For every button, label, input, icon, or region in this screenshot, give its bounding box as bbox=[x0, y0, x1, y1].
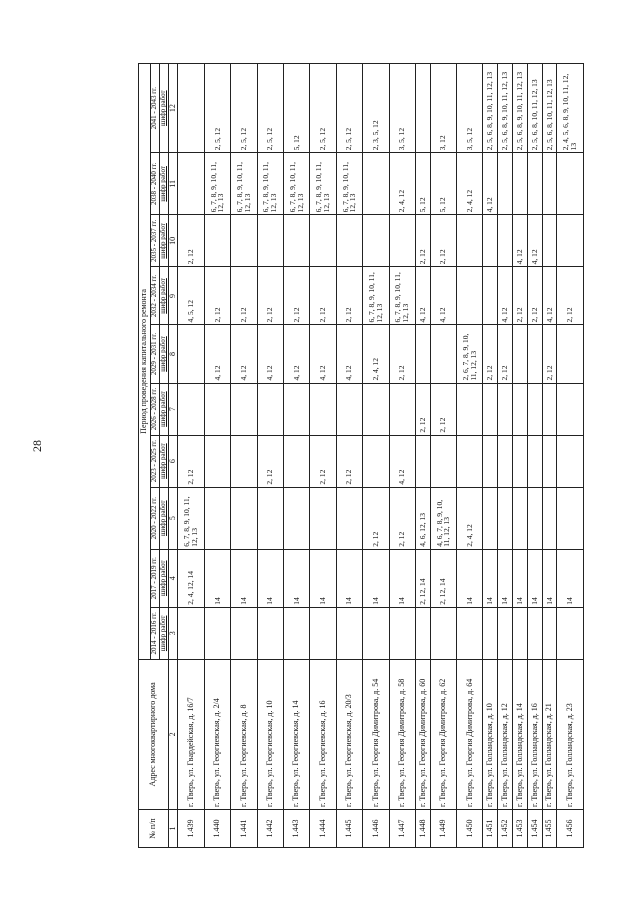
row-address: г. Тверь, ул. Георгия Димитрова, д. 64 bbox=[457, 659, 483, 809]
work-code-cell bbox=[363, 153, 389, 215]
work-code-cell: 14 bbox=[283, 549, 309, 607]
work-code-cell bbox=[257, 487, 283, 549]
row-number: 1.454 bbox=[527, 809, 542, 847]
work-code-cell bbox=[527, 487, 542, 549]
work-code-cell: 2, 12 bbox=[178, 215, 204, 267]
work-code-cell bbox=[498, 153, 513, 215]
work-code-cell bbox=[557, 383, 584, 435]
row-address: г. Тверь, ул. Голландская, д. 14 bbox=[513, 659, 528, 809]
row-number: 1.450 bbox=[457, 809, 483, 847]
row-number: 1.456 bbox=[557, 809, 584, 847]
work-code-cell bbox=[178, 383, 204, 435]
work-code-cell bbox=[542, 607, 557, 659]
header-period: 2041 - 2043 гг. bbox=[151, 64, 160, 153]
work-code-cell: 3, 12 bbox=[430, 64, 456, 153]
work-code-cell: 14 bbox=[498, 549, 513, 607]
work-code-cell: 6, 7, 8, 9, 10, 11, 12, 13 bbox=[389, 267, 415, 325]
row-address: г. Тверь, ул. Георгиевская, д. 10 bbox=[257, 659, 283, 809]
row-number: 1.440 bbox=[204, 809, 230, 847]
work-code-cell: 4, 12 bbox=[483, 153, 498, 215]
work-code-cell bbox=[336, 607, 362, 659]
header-code-label: шифр работ bbox=[160, 607, 169, 659]
row-number: 1.443 bbox=[283, 809, 309, 847]
work-code-cell: 6, 7, 8, 9, 10, 11, 12, 13 bbox=[310, 153, 336, 215]
work-code-cell: 4, 12 bbox=[527, 215, 542, 267]
row-address: г. Тверь, ул. Георгиевская, д. 20/3 bbox=[336, 659, 362, 809]
work-code-cell bbox=[557, 325, 584, 383]
row-address: г. Тверь, ул. Голландская, д. 21 bbox=[542, 659, 557, 809]
work-code-cell: 2, 4, 12 bbox=[457, 487, 483, 549]
work-code-cell: 4, 12 bbox=[310, 325, 336, 383]
header-period: 2023 - 2025 гг. bbox=[151, 435, 160, 487]
work-code-cell: 6, 7, 8, 9, 10, 11, 12, 13 bbox=[204, 153, 230, 215]
work-code-cell: 6, 7, 8, 9, 10, 11, 12, 13 bbox=[231, 153, 257, 215]
work-code-cell: 2, 12 bbox=[389, 487, 415, 549]
work-code-cell: 2, 5, 12 bbox=[257, 64, 283, 153]
row-number: 1.445 bbox=[336, 809, 362, 847]
work-code-cell bbox=[178, 64, 204, 153]
work-code-cell bbox=[178, 607, 204, 659]
work-code-cell bbox=[498, 383, 513, 435]
work-code-cell bbox=[283, 607, 309, 659]
row-number: 1.446 bbox=[363, 809, 389, 847]
header-code-label: шифр работ bbox=[160, 325, 169, 383]
work-code-cell: 2, 12 bbox=[483, 325, 498, 383]
work-code-cell bbox=[527, 435, 542, 487]
column-index: 10 bbox=[169, 215, 178, 267]
work-code-cell bbox=[204, 215, 230, 267]
work-code-cell: 14 bbox=[527, 549, 542, 607]
work-code-cell bbox=[557, 153, 584, 215]
work-code-cell bbox=[527, 607, 542, 659]
work-code-cell bbox=[430, 607, 456, 659]
work-code-cell bbox=[257, 607, 283, 659]
work-code-cell bbox=[557, 435, 584, 487]
work-code-cell: 2, 12 bbox=[513, 267, 528, 325]
work-code-cell: 2, 12 bbox=[363, 487, 389, 549]
work-code-cell: 2, 12 bbox=[336, 435, 362, 487]
work-code-cell bbox=[457, 435, 483, 487]
work-code-cell bbox=[231, 487, 257, 549]
work-code-cell: 2, 12 bbox=[310, 435, 336, 487]
row-number: 1.444 bbox=[310, 809, 336, 847]
column-index: 1 bbox=[169, 809, 178, 847]
work-code-cell: 4, 12 bbox=[415, 267, 430, 325]
header-code-label: шифр работ bbox=[160, 267, 169, 325]
work-code-cell bbox=[231, 607, 257, 659]
work-code-cell: 2, 5, 6, 8, 9, 10, 11, 12, 13 bbox=[513, 64, 528, 153]
work-code-cell: 2, 3, 5, 12 bbox=[363, 64, 389, 153]
work-code-cell bbox=[430, 325, 456, 383]
work-code-cell: 4, 12 bbox=[231, 325, 257, 383]
work-code-cell bbox=[336, 215, 362, 267]
work-code-cell bbox=[457, 215, 483, 267]
work-code-cell: 4, 6, 7, 8, 9, 10, 11, 12, 13 bbox=[430, 487, 456, 549]
work-code-cell bbox=[336, 383, 362, 435]
work-code-cell: 5, 12 bbox=[283, 64, 309, 153]
work-code-cell: 2, 12, 14 bbox=[415, 549, 430, 607]
work-code-cell bbox=[178, 325, 204, 383]
table-row bbox=[389, 64, 415, 848]
work-code-cell: 2, 12 bbox=[231, 267, 257, 325]
row-number: 1.455 bbox=[542, 809, 557, 847]
work-code-cell: 2, 5, 12 bbox=[336, 64, 362, 153]
work-code-cell bbox=[336, 487, 362, 549]
row-address: г. Тверь, ул. Георгия Димитрова, д. 62 bbox=[430, 659, 456, 809]
work-code-cell: 2, 12 bbox=[389, 325, 415, 383]
work-code-cell bbox=[310, 383, 336, 435]
work-code-cell bbox=[483, 435, 498, 487]
work-code-cell: 2, 4, 12 bbox=[363, 325, 389, 383]
work-code-cell bbox=[363, 607, 389, 659]
work-code-cell: 2, 12 bbox=[257, 435, 283, 487]
work-code-cell: 2, 12 bbox=[257, 267, 283, 325]
row-address: г. Тверь, ул. Георгиевская, д. 2/4 bbox=[204, 659, 230, 809]
work-code-cell bbox=[483, 607, 498, 659]
work-code-cell bbox=[513, 153, 528, 215]
work-code-cell: 2, 5, 6, 8, 10, 11, 12, 13 bbox=[527, 64, 542, 153]
work-code-cell bbox=[498, 215, 513, 267]
work-code-cell: 2, 4, 12 bbox=[457, 153, 483, 215]
work-code-cell: 2, 12 bbox=[204, 267, 230, 325]
work-code-cell: 4, 12 bbox=[257, 325, 283, 383]
column-index: 2 bbox=[169, 659, 178, 809]
row-number: 1.451 bbox=[483, 809, 498, 847]
table-row bbox=[178, 64, 204, 848]
header-period: 2035 - 2037 гг. bbox=[151, 215, 160, 267]
row-address: г. Тверь, ул. Георгиевская, д. 14 bbox=[283, 659, 309, 809]
work-code-cell: 2, 12 bbox=[542, 325, 557, 383]
table-row bbox=[457, 64, 483, 848]
table-row bbox=[557, 64, 584, 848]
work-code-cell bbox=[389, 607, 415, 659]
table-row bbox=[204, 64, 230, 848]
header-code-label: шифр работ bbox=[160, 435, 169, 487]
column-index: 9 bbox=[169, 267, 178, 325]
header-period: 2026 - 2028 гг. bbox=[151, 383, 160, 435]
work-code-cell: 2, 5, 6, 8, 10, 11, 12, 13 bbox=[542, 64, 557, 153]
work-code-cell: 3, 5, 12 bbox=[457, 64, 483, 153]
work-code-cell bbox=[483, 215, 498, 267]
column-index: 11 bbox=[169, 153, 178, 215]
table-row bbox=[283, 64, 309, 848]
work-code-cell bbox=[527, 325, 542, 383]
work-code-cell: 2, 12 bbox=[527, 267, 542, 325]
table-row bbox=[257, 64, 283, 848]
work-code-cell bbox=[363, 383, 389, 435]
work-code-cell bbox=[513, 435, 528, 487]
row-number: 1.448 bbox=[415, 809, 430, 847]
work-code-cell bbox=[498, 607, 513, 659]
work-code-cell bbox=[363, 435, 389, 487]
work-code-cell: 2, 5, 12 bbox=[204, 64, 230, 153]
work-code-cell: 2, 4, 12, 14 bbox=[178, 549, 204, 607]
row-address: г. Тверь, ул. Георгия Димитрова, д. 54 bbox=[363, 659, 389, 809]
column-index: 8 bbox=[169, 325, 178, 383]
work-code-cell: 14 bbox=[336, 549, 362, 607]
work-code-cell bbox=[204, 435, 230, 487]
row-address: г. Тверь, ул. Голландская, д. 10 bbox=[483, 659, 498, 809]
work-code-cell: 5, 12 bbox=[430, 153, 456, 215]
row-address: г. Тверь, ул. Георгиевская, д. 8 bbox=[231, 659, 257, 809]
work-code-cell: 2, 4, 5, 6, 8, 9, 10, 11, 12, 13 bbox=[557, 64, 584, 153]
work-code-cell bbox=[178, 153, 204, 215]
work-code-cell: 2, 12 bbox=[415, 215, 430, 267]
work-code-cell bbox=[557, 607, 584, 659]
work-code-cell: 2, 12 bbox=[415, 383, 430, 435]
header-period: 2038 - 2040 гг. bbox=[151, 153, 160, 215]
row-number: 1.439 bbox=[178, 809, 204, 847]
header-address: Адрес многоквартирного дома bbox=[139, 659, 169, 809]
work-code-cell bbox=[257, 383, 283, 435]
work-code-cell bbox=[204, 487, 230, 549]
row-address: г. Тверь, ул. Георгия Димитрова, д. 58 bbox=[389, 659, 415, 809]
row-address: г. Тверь, ул. Георгиевская, д. 16 bbox=[310, 659, 336, 809]
page-number: 28 bbox=[30, 440, 44, 452]
row-number: 1.453 bbox=[513, 809, 528, 847]
work-code-cell bbox=[310, 607, 336, 659]
column-index: 6 bbox=[169, 435, 178, 487]
work-code-cell bbox=[513, 487, 528, 549]
work-code-cell: 4, 12 bbox=[204, 325, 230, 383]
work-code-cell bbox=[542, 383, 557, 435]
header-code-label: шифр работ bbox=[160, 549, 169, 607]
work-code-cell bbox=[483, 487, 498, 549]
header-num: № п/п bbox=[139, 809, 169, 847]
table-row bbox=[415, 64, 430, 848]
table-row bbox=[336, 64, 362, 848]
work-code-cell bbox=[231, 383, 257, 435]
work-code-cell: 5, 12 bbox=[415, 153, 430, 215]
header-period-title: Период проведения капитального ремонта bbox=[139, 64, 151, 660]
work-code-cell bbox=[415, 325, 430, 383]
row-number: 1.449 bbox=[430, 809, 456, 847]
work-code-cell bbox=[513, 325, 528, 383]
work-code-cell bbox=[457, 383, 483, 435]
work-code-cell bbox=[257, 215, 283, 267]
header-period: 2014 - 2016 гг. bbox=[151, 607, 160, 659]
work-code-cell bbox=[283, 435, 309, 487]
work-code-cell bbox=[557, 487, 584, 549]
work-code-cell bbox=[389, 383, 415, 435]
row-address: г. Тверь, ул. Голландская, д. 12 bbox=[498, 659, 513, 809]
work-code-cell: 2, 6, 7, 8, 9, 10, 11, 12, 13 bbox=[457, 325, 483, 383]
work-code-cell: 14 bbox=[389, 549, 415, 607]
column-index: 7 bbox=[169, 383, 178, 435]
table-row bbox=[363, 64, 389, 848]
work-code-cell: 2, 12 bbox=[498, 325, 513, 383]
table-row bbox=[513, 64, 528, 848]
work-code-cell: 14 bbox=[231, 549, 257, 607]
work-code-cell bbox=[483, 267, 498, 325]
work-code-cell: 4, 12 bbox=[336, 325, 362, 383]
row-address: г. Тверь, ул. Георгия Димитрова, д. 60 bbox=[415, 659, 430, 809]
work-code-cell bbox=[389, 215, 415, 267]
work-code-cell bbox=[542, 435, 557, 487]
work-code-cell: 3, 5, 12 bbox=[389, 64, 415, 153]
work-code-cell bbox=[283, 383, 309, 435]
row-address: г. Тверь, ул. Голландская, д. 16 bbox=[527, 659, 542, 809]
table-row bbox=[483, 64, 498, 848]
work-code-cell: 14 bbox=[542, 549, 557, 607]
header-code-label: шифр работ bbox=[160, 487, 169, 549]
work-code-cell: 4, 6, 12, 13 bbox=[415, 487, 430, 549]
work-code-cell bbox=[430, 435, 456, 487]
work-code-cell bbox=[363, 215, 389, 267]
work-code-cell bbox=[483, 383, 498, 435]
work-code-cell: 2, 12 bbox=[430, 215, 456, 267]
work-code-cell: 2, 5, 12 bbox=[310, 64, 336, 153]
work-code-cell: 6, 7, 8, 9, 10, 11, 12, 13 bbox=[178, 487, 204, 549]
work-code-cell: 2, 12 bbox=[178, 435, 204, 487]
work-code-cell bbox=[527, 383, 542, 435]
header-code-label: шифр работ bbox=[160, 383, 169, 435]
work-code-cell: 14 bbox=[310, 549, 336, 607]
table-header bbox=[139, 64, 178, 848]
work-code-cell bbox=[231, 435, 257, 487]
row-number: 1.441 bbox=[231, 809, 257, 847]
work-code-cell: 14 bbox=[257, 549, 283, 607]
work-code-cell: 2, 5, 6, 8, 9, 10, 11, 12, 13 bbox=[483, 64, 498, 153]
work-code-cell bbox=[457, 267, 483, 325]
work-code-cell bbox=[231, 215, 257, 267]
work-code-cell: 14 bbox=[204, 549, 230, 607]
work-code-cell bbox=[527, 153, 542, 215]
header-code-label: шифр работ bbox=[160, 153, 169, 215]
work-code-cell bbox=[204, 383, 230, 435]
work-code-cell: 2, 12 bbox=[557, 267, 584, 325]
work-code-cell: 14 bbox=[513, 549, 528, 607]
repair-schedule-sheet bbox=[138, 63, 584, 848]
work-code-cell: 2, 4, 12 bbox=[389, 153, 415, 215]
work-code-cell bbox=[204, 607, 230, 659]
work-code-cell bbox=[498, 487, 513, 549]
work-code-cell bbox=[457, 607, 483, 659]
work-code-cell: 6, 7, 8, 9, 10, 11, 12, 13 bbox=[283, 153, 309, 215]
work-code-cell bbox=[542, 487, 557, 549]
work-code-cell: 6, 7, 8, 9, 10, 11, 12, 13 bbox=[257, 153, 283, 215]
header-period: 2032 - 2034 гг. bbox=[151, 267, 160, 325]
work-code-cell: 14 bbox=[363, 549, 389, 607]
work-code-cell: 6, 7, 8, 9, 10, 11, 12, 13 bbox=[336, 153, 362, 215]
work-code-cell: 6, 7, 8, 9, 10, 11, 12, 13 bbox=[363, 267, 389, 325]
header-code-label: шифр работ bbox=[160, 215, 169, 267]
row-address: г. Тверь, ул. Гвардейская, д. 16/7 bbox=[178, 659, 204, 809]
header-period: 2020 - 2022 гг. bbox=[151, 487, 160, 549]
work-code-cell: 2, 12 bbox=[310, 267, 336, 325]
work-code-cell bbox=[498, 435, 513, 487]
table-body bbox=[178, 64, 584, 848]
work-code-cell: 4, 12 bbox=[513, 215, 528, 267]
work-code-cell: 14 bbox=[483, 549, 498, 607]
column-index: 4 bbox=[169, 549, 178, 607]
work-code-cell: 2, 12 bbox=[336, 267, 362, 325]
table-row bbox=[527, 64, 542, 848]
header-period: 2029 - 2031 гг. bbox=[151, 325, 160, 383]
table-row bbox=[542, 64, 557, 848]
column-index: 3 bbox=[169, 607, 178, 659]
work-code-cell: 2, 12, 14 bbox=[430, 549, 456, 607]
work-code-cell: 14 bbox=[557, 549, 584, 607]
table-row bbox=[430, 64, 456, 848]
work-code-cell: 4, 5, 12 bbox=[178, 267, 204, 325]
work-code-cell bbox=[415, 435, 430, 487]
repair-schedule-table bbox=[138, 63, 584, 848]
work-code-cell bbox=[513, 607, 528, 659]
work-code-cell bbox=[542, 215, 557, 267]
work-code-cell bbox=[542, 153, 557, 215]
table-row bbox=[498, 64, 513, 848]
work-code-cell bbox=[283, 487, 309, 549]
work-code-cell: 4, 12 bbox=[389, 435, 415, 487]
work-code-cell bbox=[310, 487, 336, 549]
work-code-cell: 4, 12 bbox=[542, 267, 557, 325]
row-number: 1.452 bbox=[498, 809, 513, 847]
work-code-cell bbox=[513, 383, 528, 435]
row-number: 1.442 bbox=[257, 809, 283, 847]
work-code-cell: 2, 5, 6, 8, 9, 10, 11, 12, 13 bbox=[498, 64, 513, 153]
header-code-label: шифр работ bbox=[160, 64, 169, 153]
column-index: 5 bbox=[169, 487, 178, 549]
work-code-cell: 4, 12 bbox=[498, 267, 513, 325]
row-address: г. Тверь, ул. Голландская, д. 23 bbox=[557, 659, 584, 809]
header-period: 2017 - 2019 гг. bbox=[151, 549, 160, 607]
column-index: 12 bbox=[169, 64, 178, 153]
work-code-cell: 2, 12 bbox=[430, 383, 456, 435]
row-number: 1.447 bbox=[389, 809, 415, 847]
work-code-cell: 4, 12 bbox=[430, 267, 456, 325]
work-code-cell bbox=[310, 215, 336, 267]
work-code-cell: 4, 12 bbox=[283, 325, 309, 383]
work-code-cell: 2, 5, 12 bbox=[231, 64, 257, 153]
work-code-cell bbox=[557, 215, 584, 267]
work-code-cell: 14 bbox=[457, 549, 483, 607]
work-code-cell: 2, 12 bbox=[283, 267, 309, 325]
work-code-cell bbox=[415, 64, 430, 153]
table-row bbox=[310, 64, 336, 848]
table-row bbox=[231, 64, 257, 848]
work-code-cell bbox=[415, 607, 430, 659]
work-code-cell bbox=[283, 215, 309, 267]
